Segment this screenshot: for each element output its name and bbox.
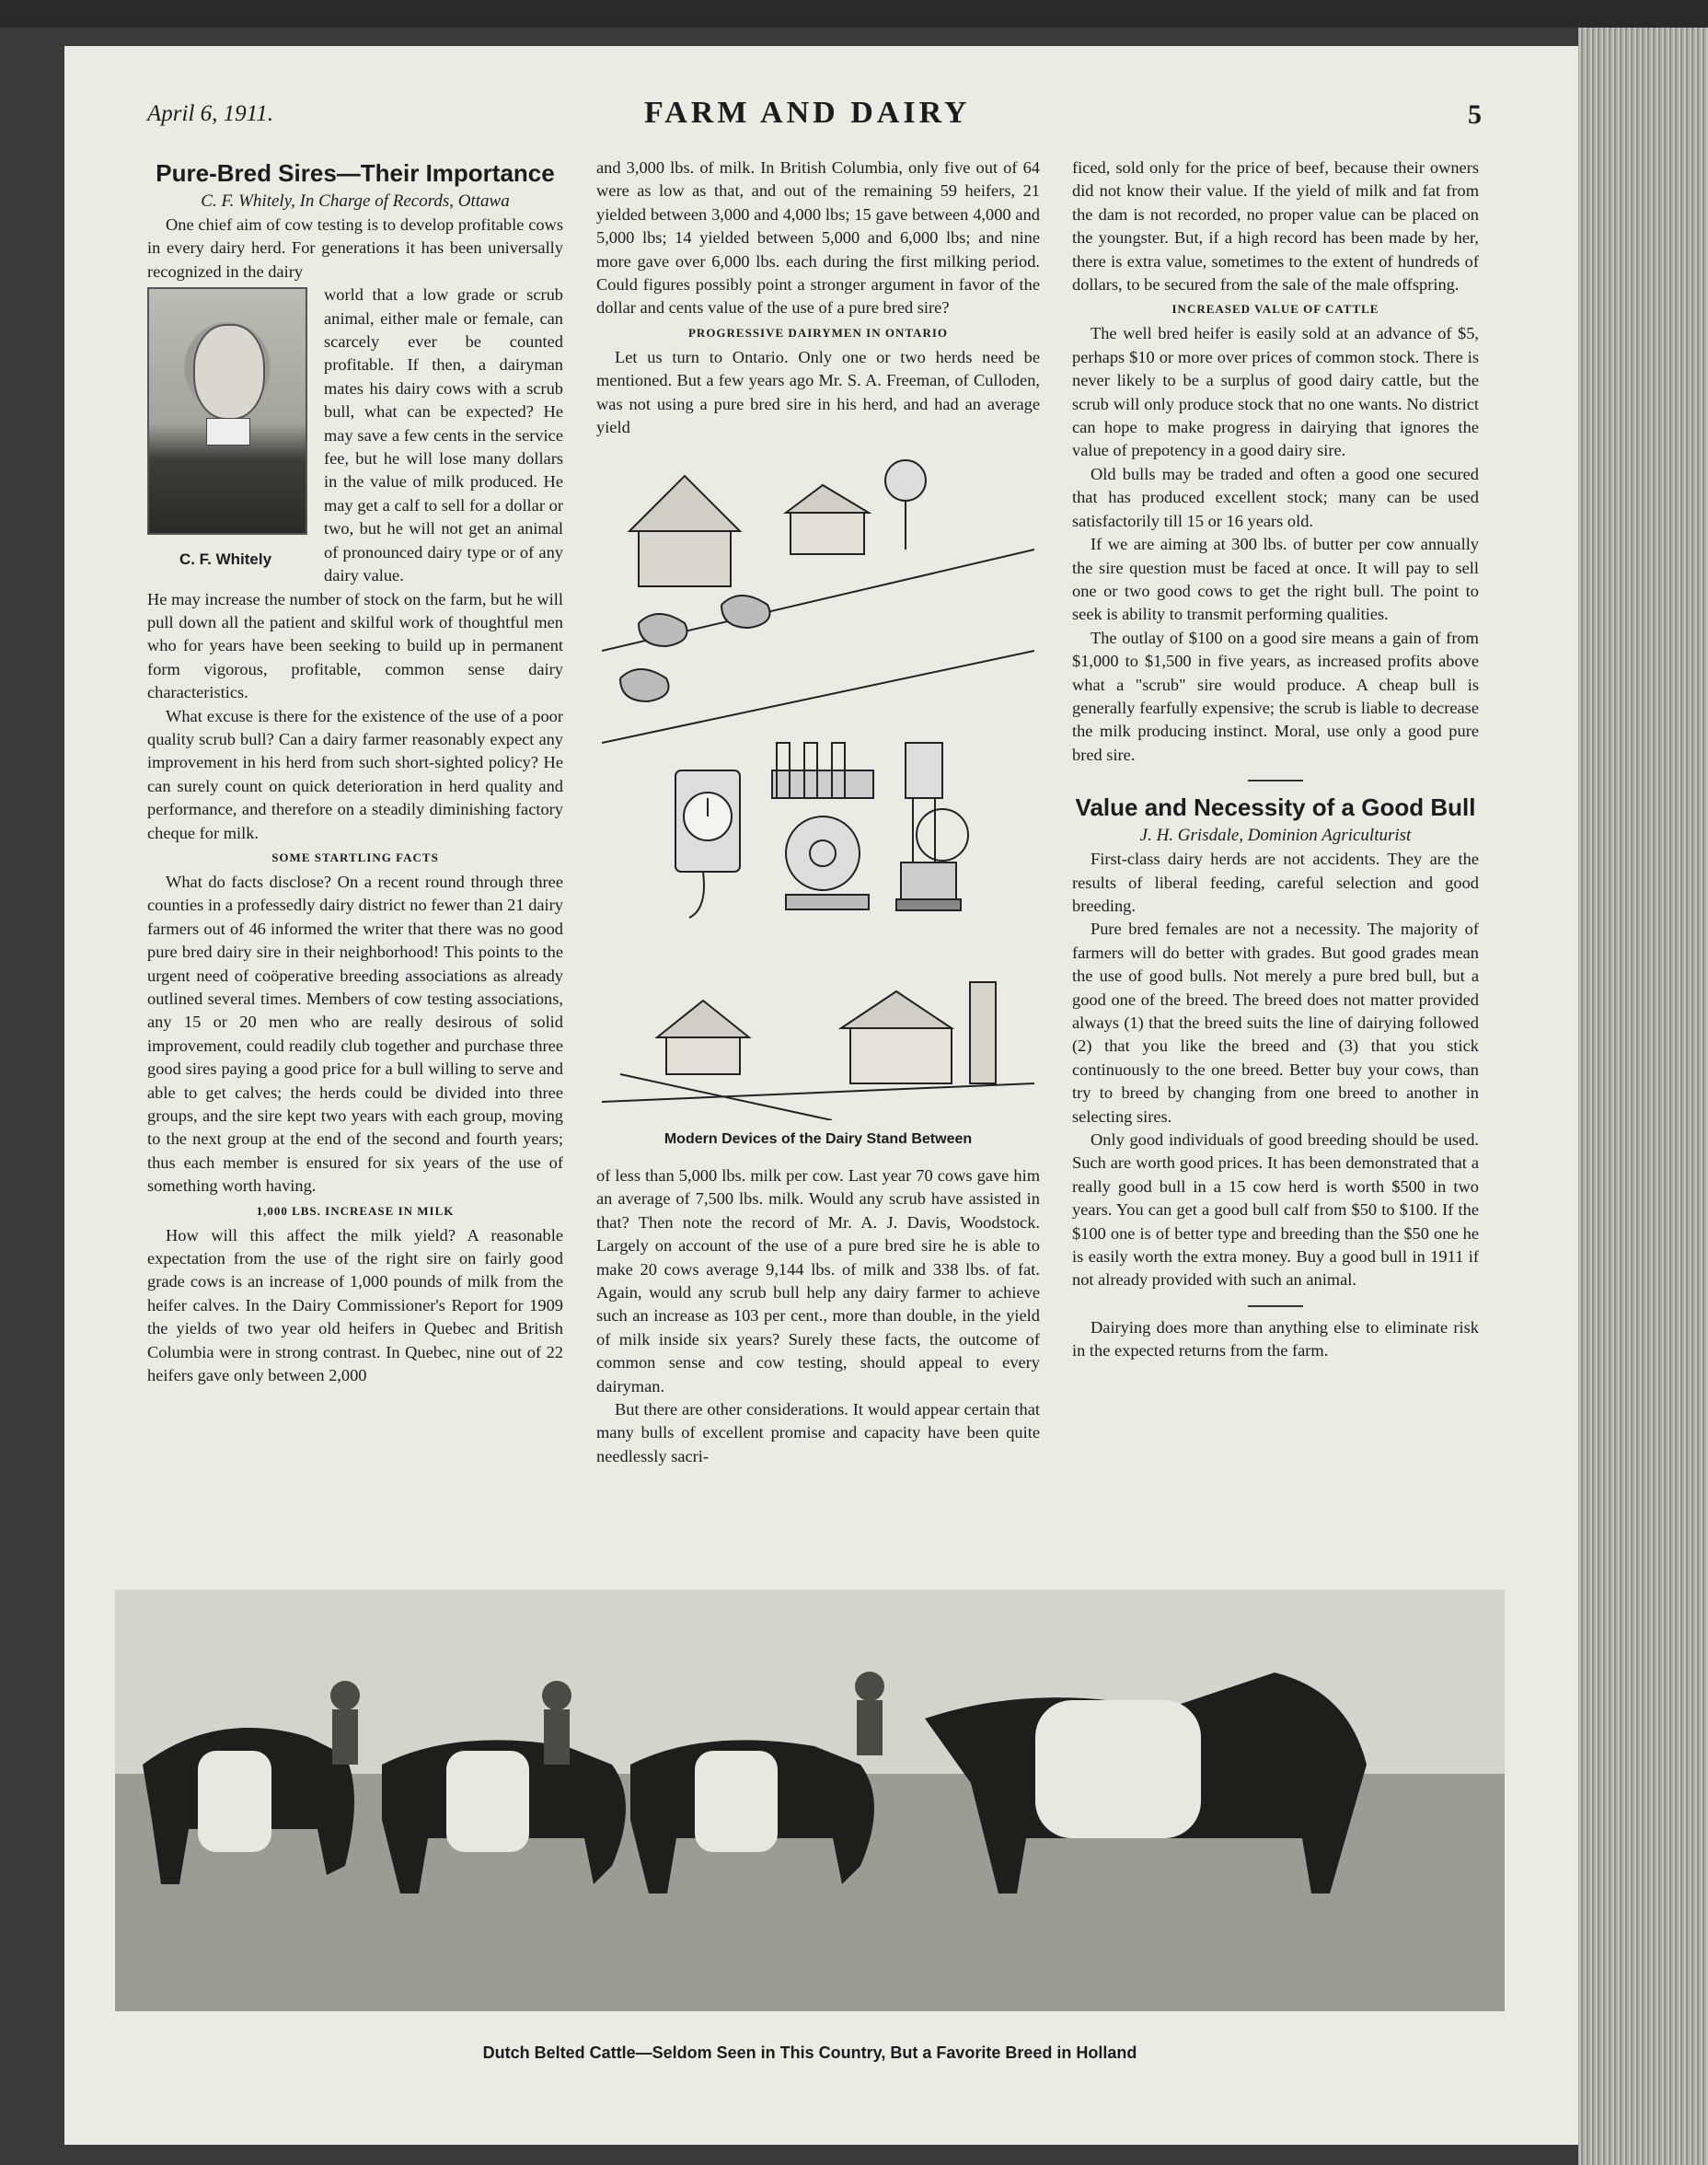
section-subhead: SOME STARTLING FACTS: [271, 850, 439, 864]
page-number: 5: [1468, 99, 1482, 130]
section-subhead: INCREASED VALUE OF CATTLE: [1171, 302, 1379, 317]
column-2: [596, 156, 1040, 1468]
book-page-edges: [1578, 28, 1708, 2165]
article-title: Value and Necessity of a Good Bull: [1075, 793, 1476, 822]
article-paragraph: Pure bred females are not a necessity. The majority of farmers will do better with grades. But good grades mean the use of good bulls. Not merely a pure bred bull, but a good one of the breed. The breed does not matter provided always (1) that the breed suits the line of dairying followed (2) that you like the breed and (3) that you stick continuously to the one breed. Better buy your cows, than try to breed by changing from one breed to another in selecting sires.: [1072, 920, 1479, 1126]
article-paragraph: Let us turn to Ontario. Only one or two herds need be mentioned. But a few years ago Mr. S. A. Freeman, of Culloden, was not using a pure bred sire in his herd, and had an average yield: [596, 347, 1040, 437]
article-paragraph: What excuse is there for the existence of the use of a poor quality scrub bull? Can a dairy farmer reasonably expect any improvement in his herd from such short-sighted policy? He can surely count on quick deterioration in herd quality and performance, and therefore on a steadily diminishing factory cheque for milk.: [147, 706, 563, 842]
article-paragraph: of less than 5,000 lbs. milk per cow. Last year 70 cows gave him an average of 7,500 lbs. milk. Would any scrub have assisted in that? Then note the record of Mr. A. J. Davis, Woodstock. Largely on account of the use of a pure bred sire he is able to make 20 cows average 9,144 lbs. of milk and 338 lbs. of fat. Again, would any scrub bull help any dairy farmer to achieve such an increase as 103 per cent., more than double, in the yield of milk inside six years? Surely these facts, the outcome of common sense and cow testing, should appeal to every dairyman.: [596, 1165, 1040, 1395]
article-paragraph: The well bred heifer is easily sold at an advance of $5, perhaps $10 or more over prices of common stock. There is never likely to be a surplus of good dairy cattle, but the scrub will only produce stock that no one wants. No district can hope to make progress in dairying that ignores the value of prepotency in a good dairy sire.: [1072, 324, 1479, 460]
figure-caption: Modern Devices of the Dairy Stand Between: [664, 1131, 973, 1148]
farm-illustration: [602, 439, 1034, 1120]
article-paragraph: ficed, sold only for the price of beef, because their owners did not know their value. If the yield of milk and fat from the dam is not recorded, no proper value can be placed on the youngster. But, if a high record has been made by her, there is extra value, sometimes to the extent of hundreds of dollars, to be secured from the sale of the male offspring.: [1072, 158, 1479, 295]
article-paragraph: Only good individuals of good breeding should be used. Such are worth good prices. It has been demonstrated that a really good bull in a 15 cow herd is worth $500 in two years. You can get a good bull calf from $50 to $100. If the $100 one is of better type and breeding than the $50 one he is easily worth the extra money. Buy a good bull in 1911 if not already provided with such an animal.: [1072, 1130, 1479, 1290]
article-paragraph: Old bulls may be traded and often a good one secured that has produced excellent stock; many can be used satisfactorily till 15 or 16 years old.: [1072, 464, 1479, 530]
portrait-face: [193, 324, 265, 420]
filler-paragraph: Dairying does more than anything else to eliminate risk in the expected returns from the farm.: [1072, 1317, 1479, 1360]
cattle-photo: [115, 1590, 1505, 2011]
article-paragraph: The outlay of $100 on a good sire means a gain of from $1,000 to $1,500 in five years, as increased profits above what a "scrub" sire would produce. A cheap bull is generally fearfully expensive; the scrub is liable to decrease the milk producing instinct. Moral, use only a good pure bred sire.: [1072, 628, 1479, 764]
section-divider: [1248, 780, 1303, 781]
article-paragraph: One chief aim of cow testing is to develop profitable cows in every dairy herd. For generations it has been universally recognized in the dairy: [147, 215, 563, 281]
article-paragraph: What do facts disclose? On a recent round through three counties in a professedly dairy district no fewer than 21 dairy farmers out of 46 informed the writer that there was no good pure bred dairy sire in their neighborhood! This points to the urgent need of coöperative breeding associations as already outlined several times. Members of cow testing associations, any 15 or 20 men who are really desirous of solid improvement, could readily club together and purchase three good sires paying a good price for a bull willing to serve and able to get calves; the herds could be divided into three groups, and the sire kept two years with each group, moving to the next group at the end of the second and fourth years; thus each member is ensured for six years of the use of something worth having.: [147, 872, 563, 1196]
article-paragraph: world that a low grade or scrub animal, either male or female, can scarcely ever be counted profitable. If then, a dairyman mates his dairy cows with a scrub bull, what can be expected? He may save a few cents in the service fee, but he will lose many dollars in the value of milk produced. He may get a calf to sell for a dollar or two, but he will not get an animal of pronounced dairy type or of any dairy value.: [324, 285, 563, 585]
column-3: [1072, 156, 1479, 1363]
article-paragraph: If we are aiming at 300 lbs. of butter per cow annually the sire question must be faced at once. It will pay to sell one or two good cows to get the right bull. The point to seek is ability to transmit performing qualities.: [1072, 535, 1479, 624]
portrait-collar: [206, 418, 250, 446]
column-1: [147, 156, 563, 1388]
section-divider: [1248, 1305, 1303, 1307]
article-paragraph: First-class dairy herds are not accidents. They are the results of liberal feeding, careful selection and good breeding.: [1072, 850, 1479, 915]
article-paragraph: How will this affect the milk yield? A reasonable expectation from the use of the right sire on fairly good grade cows is an increase of 1,000 pounds of milk from the heifer calves. In the Dairy Commissioner's Report for 1909 the yields of two year old heifers in Quebec and British Columbia were in strong contrast. In Quebec, nine out of 22 heifers gave only between 2,000: [147, 1225, 563, 1385]
article-title: Pure-Bred Sires—Their Importance: [156, 159, 555, 187]
portrait-caption: C. F. Whitely: [179, 550, 272, 569]
article-paragraph: But there are other considerations. It would appear certain that many bulls of excellent promise and capacity have been quite needlessly sacri-: [596, 1399, 1040, 1465]
section-subhead: PROGRESSIVE DAIRYMEN IN ONTARIO: [687, 325, 949, 340]
photo-caption: Dutch Belted Cattle—Seldom Seen in This Country, But a Favorite Breed in Holland: [482, 2043, 1137, 2062]
article-paragraph: and 3,000 lbs. of milk. In British Columbia, only five out of 64 were as low as that, and out of the remaining 59 heifers, 21 yielded between 3,000 and 4,000 lbs; 15 gave between 4,000 and 5,000 lbs; 14 yielded between 5,000 and 6,000 lbs; and nine more gave over 6,000 lbs. each during the first milking period. Could figures possibly point a stronger argument in favor of the dollar and cents value of the use of a pure bred sire?: [596, 158, 1040, 318]
issue-date: April 6, 1911.: [147, 101, 274, 126]
article-byline: J. H. Grisdale, Dominion Agriculturist: [1139, 826, 1412, 846]
article-byline: C. F. Whitely, In Charge of Records, Ottawa: [201, 191, 510, 211]
publication-title: FARM AND DAIRY: [644, 96, 971, 130]
cattle-photo-illustration: [115, 1590, 1505, 2011]
portrait-figure: [147, 287, 313, 571]
portrait-photo: [147, 287, 307, 535]
scan-top-border: [0, 0, 1708, 28]
article-paragraph: He may increase the number of stock on the farm, but he will pull down all the patient and skilful work of thoughtful men who for years have been seeking to build up in permanent form vigorous, profitable, common sense dairy characteristics.: [147, 589, 563, 702]
section-subhead: 1,000 LBS. INCREASE IN MILK: [256, 1203, 455, 1218]
